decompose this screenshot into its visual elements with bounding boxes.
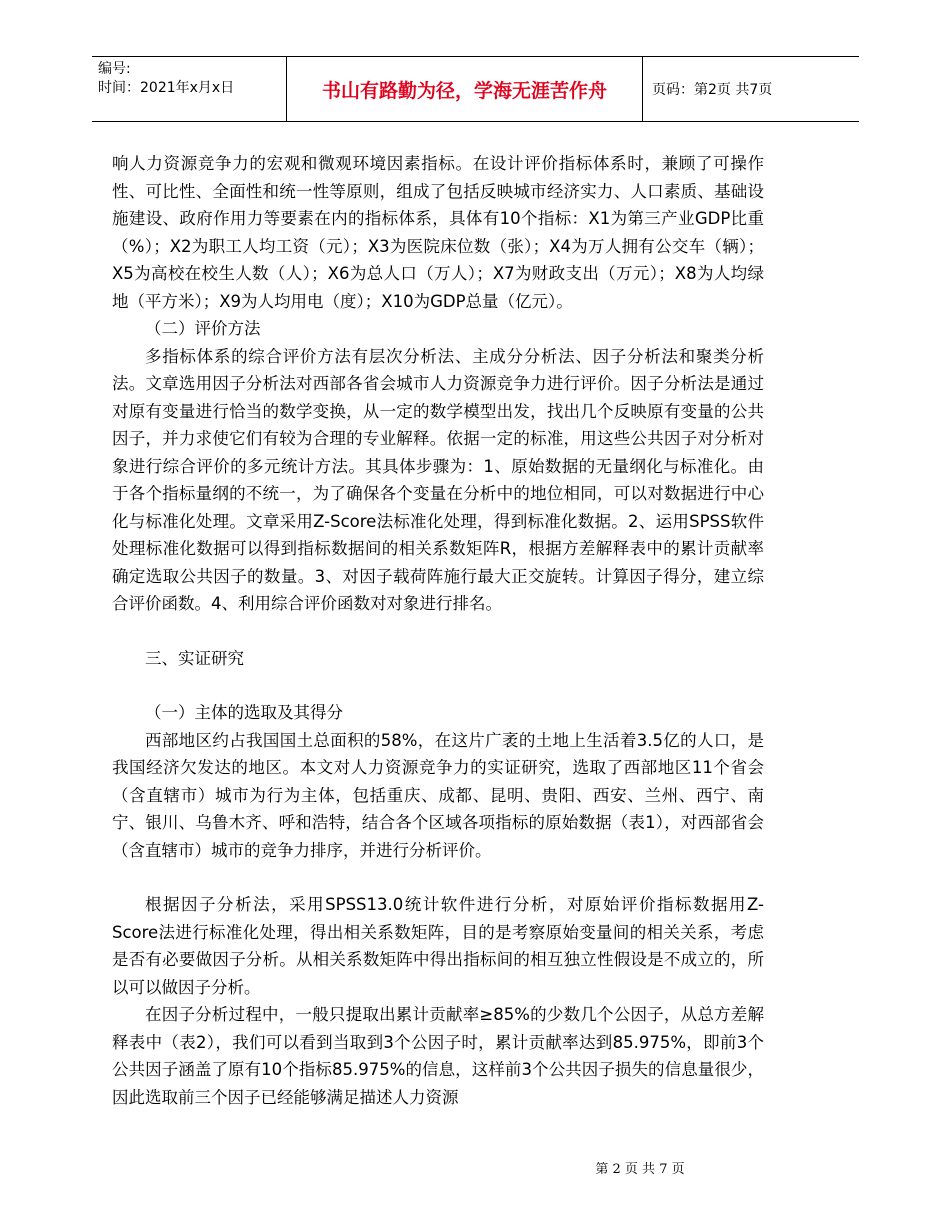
paragraph-method: 多指标体系的综合评价方法有层次分析法、主成分分析法、因子分析法和聚类分析法。文章选用因子分析法对西部各省会城市人力资源竞争力进行评价。因子分析法是通过对原有变量进行恰当的数学变换，从一定的数学模型出发，找出几个反映原有变量的公共因子，并力求使它们有较为合理的专业解释。依据一定的标准，用这些公共因子对分析对象进行综合评价的多元统计方法。其具体步骤为：1、原始数据的无量纲化与标准化。由于各个指标量纲的不统一，为了确保各个变量在分析中的地位相同，可以对数据进行中心化与标准化处理。文章采用Z-Score法标准化处理，得到标准化数据。2、运用SPSS软件处理标准化数据可以得到指标数据间的相关系数矩阵R，根据方差解释表中的累计贡献率确定选取公共因子的数量。3、对因子载荷阵施行最大正交旋转。计算因子得分，建立综合评价函数。4、利用综合评价函数对对象进行排名。	[112, 346, 764, 613]
page-footer	[0, 1158, 950, 1177]
paragraph-western-region: 西部地区约占我国国土总面积的58%，在这片广袤的土地上生活着3.5亿的人口，是我国经济欠发达的地区。本文对人力资源竞争力的实证研究，选取了西部地区11个省会（含直辖市）城市为行为主体，包括重庆、成都、昆明、贵阳、西安、兰州、西宁、南宁、银川、乌鲁木齐、呼和浩特，结合各个区域各项指标的原始数据（表1），对西部省会（含直辖市）城市的竞争力排序，并进行分析评价。	[112, 730, 764, 860]
subheading-subject-selection: （一）主体的选取及其得分	[145, 703, 343, 722]
page-header	[92, 56, 859, 122]
subheading-evaluation-method: （二）评价方法	[145, 319, 261, 338]
header-meta	[92, 57, 287, 121]
footer-page-number: 第 2 页 共 7 页	[595, 1162, 685, 1177]
section-heading-empirical: 三、实证研究	[145, 648, 244, 668]
header-motto: 书山有路勤为径，学海无涯苦作舟	[287, 57, 643, 121]
header-page-number: 页码：第2页 共7页	[652, 82, 773, 98]
document-body	[112, 150, 764, 1111]
paragraph-variance-explained: 在因子分析过程中，一般只提取出累计贡献率≥85%的少数几个公因子，从总方差解释表中（表2），我们可以看到当取到3个公因子时，累计贡献率达到85.975%，即前3个公共因子涵盖了原有10个指标85.975%的信息，这样前3个公共因子损失的信息量很少，因此选取前三个因子已经能够满足描述人力资源	[112, 1005, 764, 1107]
document-number-label: 编号:	[98, 61, 131, 77]
document-time: 时间：2021年x月x日	[98, 80, 235, 96]
paragraph-factor-analysis: 根据因子分析法，采用SPSS13.0统计软件进行分析，对原始评价指标数据用Z-Score法进行标准化处理，得出相关系数矩阵，目的是考察原始变量间的相关关系，考虑是否有必要做因子分析。从相关系数矩阵中得出指标间的相互独立性假设是不成立的，所以可以做因子分析。	[112, 895, 764, 997]
paragraph-indicators: 响人力资源竞争力的宏观和微观环境因素指标。在设计评价指标体系时，兼顾了可操作性、可比性、全面性和统一性等原则，组成了包括反映城市经济实力、人口素质、基础设施建设、政府作用力等要素在内的指标体系，具体有10个指标：X1为第三产业GDP比重（%）；X2为职工人均工资（元）；X3为医院床位数（张）；X4为万人拥有公交车（辆）；X5为高校在校生人数（人）；X6为总人口（万人）；X7为财政支出（万元）；X8为人均绿地（平方米）；X9为人均用电（度）；X10为GDP总量（亿元）。	[112, 154, 764, 311]
